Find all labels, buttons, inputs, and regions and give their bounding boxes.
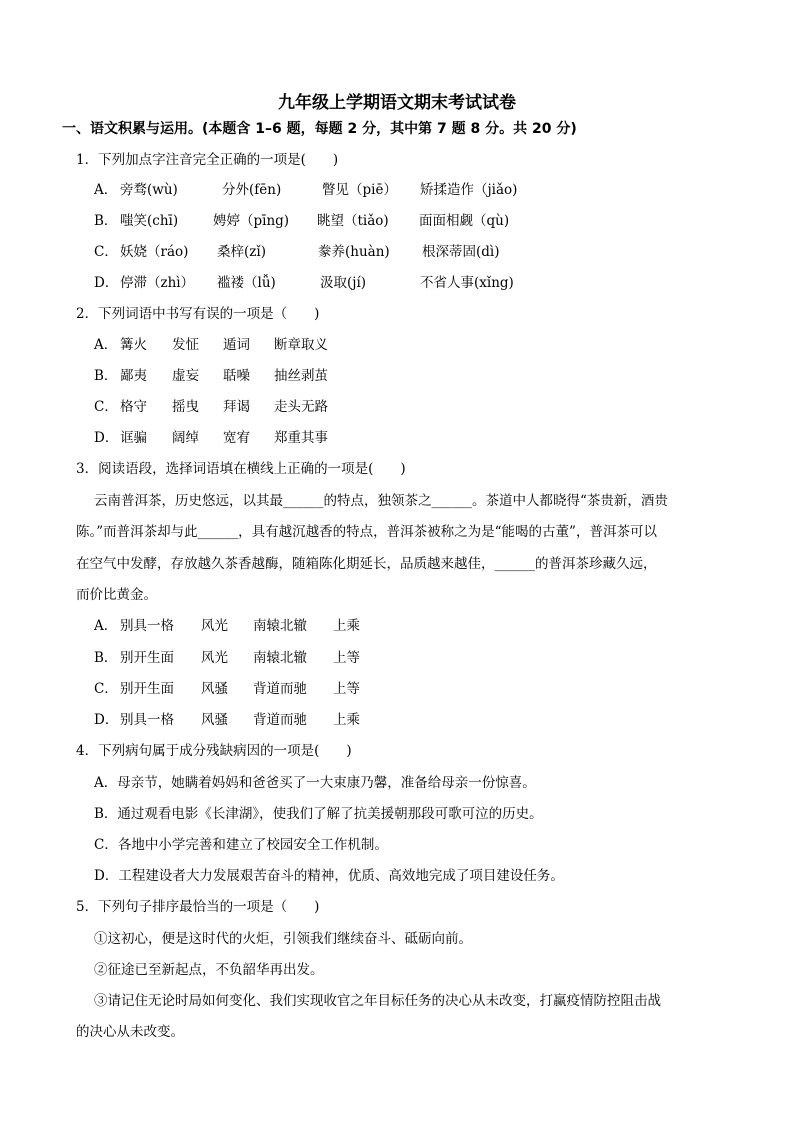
option-item: 发怔 xyxy=(172,337,199,353)
option-item: 篝火 xyxy=(120,337,147,353)
option-item: 上等 xyxy=(333,650,360,666)
option-item: 桑梓(zǐ) xyxy=(217,244,266,260)
passage-line: 陈。”而普洱茶却与此______，具有越沉越香的特点，普洱茶被称之为是“能喝的古董”，普洱茶可以 xyxy=(76,524,657,540)
sentence-2: ②征途已至新起点，不负韶华再出发。 xyxy=(94,962,324,978)
option-sentence: B．通过观看电影《长津湖》，使我们了解了抗美援朝那段可歌可泣的历史。 xyxy=(94,806,543,822)
option-item: 风骚 xyxy=(201,681,228,697)
option-letter: B． xyxy=(94,213,118,229)
option-letter: A． xyxy=(94,618,118,634)
sentence-1: ①这初心，便是这时代的火炬，引领我们继续奋斗、砥砺向前。 xyxy=(94,931,472,947)
option-letter: A． xyxy=(94,337,118,353)
option-item: 汲取(jí) xyxy=(320,275,367,291)
option-sentence: C．各地中小学完善和建立了校园安全工作机制。 xyxy=(94,837,388,853)
option-item: 嗤笑(chī) xyxy=(120,213,179,229)
option-item: 宽宥 xyxy=(223,430,250,446)
option-letter: C． xyxy=(94,244,118,260)
option-item: 风光 xyxy=(201,618,228,634)
option-item: 上乘 xyxy=(333,712,360,728)
option-letter: C． xyxy=(94,399,118,415)
option-item: 诓骗 xyxy=(120,430,147,446)
question-4-stem: 4．下列病句属于成分残缺病因的一项是( ) xyxy=(76,743,352,759)
option-item: 格守 xyxy=(120,399,147,415)
sentence-3-continued: 的决心从未改变。 xyxy=(76,1024,184,1040)
option-item: 摇曳 xyxy=(172,399,199,415)
option-item: 遁词 xyxy=(223,337,250,353)
option-item: 虚妄 xyxy=(172,368,199,384)
option-item: 背道而驰 xyxy=(253,681,307,697)
option-item: 上乘 xyxy=(333,618,360,634)
option-item: 根深蒂固(dì) xyxy=(422,244,500,260)
option-item: 豢养(huàn) xyxy=(318,244,390,260)
option-item: 褴褛（lǚ) xyxy=(217,275,276,291)
option-item: 娉婷（pīng) xyxy=(213,213,290,229)
option-item: 不省人事(xǐng) xyxy=(420,275,514,291)
question-3-stem: 3．阅读语段，选择词语填在横线上正确的一项是( ) xyxy=(76,461,406,477)
option-letter: B． xyxy=(94,368,118,384)
option-letter: D． xyxy=(94,430,119,446)
option-item: 抽丝剥茧 xyxy=(274,368,328,384)
option-letter: B． xyxy=(94,650,118,666)
question-1-stem: 1．下列加点字注音完全正确的一项是( ) xyxy=(76,152,339,168)
passage-line: 云南普洱茶，历史悠远，以其最______的特点，独领茶之______。茶道中人都晓得“茶贵新，酒贵 xyxy=(94,493,668,509)
option-item: 妖娆（ráo) xyxy=(120,244,189,260)
option-item: 走头无路 xyxy=(274,399,328,415)
option-item: 阔绰 xyxy=(172,430,199,446)
option-item: 拜谒 xyxy=(223,399,250,415)
option-letter: C． xyxy=(94,681,118,697)
option-item: 别开生面 xyxy=(120,650,174,666)
sentence-3: ③请记住无论时局如何变化、我们实现收官之年目标任务的决心从未改变，打赢疫情防控阻击战 xyxy=(94,993,661,1009)
option-item: 背道而驰 xyxy=(253,712,307,728)
option-item: 南辕北辙 xyxy=(253,650,307,666)
option-item: 眺望（tiǎo) xyxy=(317,213,389,229)
option-item: 鄙夷 xyxy=(120,368,147,384)
option-item: 面面相觑（qù) xyxy=(419,213,510,229)
option-letter: D． xyxy=(94,712,119,728)
option-item: 矫揉造作（jiǎo) xyxy=(420,182,518,198)
option-item: 聒噪 xyxy=(223,368,250,384)
question-2-stem: 2．下列词语中书写有误的一项是（ ) xyxy=(76,306,320,322)
option-item: 断章取义 xyxy=(274,337,328,353)
option-item: 旁骛(wù) xyxy=(120,182,178,198)
option-item: 上等 xyxy=(333,681,360,697)
passage-line: 而价比黄金。 xyxy=(76,587,157,603)
option-item: 别具一格 xyxy=(120,712,174,728)
question-5-stem: 5．下列句子排序最恰当的一项是（ ) xyxy=(76,899,320,915)
option-item: 停滞（zhì） xyxy=(120,275,195,291)
section-heading: 一、语文积累与运用。(本题含 1–6 题，每题 2 分，其中第 7 题 8 分。共 20 分) xyxy=(62,121,577,137)
option-item: 郑重其事 xyxy=(274,430,328,446)
option-letter: A． xyxy=(94,182,118,198)
page-title: 九年级上学期语文期末考试试卷 xyxy=(278,93,516,113)
passage-line: 在空气中发酵，存放越久茶香越酶，随箱陈化期延长，品质越来越佳，______的普洱茶珍藏久远， xyxy=(76,556,657,572)
option-sentence: A．母亲节，她瞒着妈妈和爸爸买了一大束康乃馨，准备给母亲一份惊喜。 xyxy=(94,775,536,791)
option-item: 风骚 xyxy=(201,712,228,728)
option-letter: D． xyxy=(94,275,119,291)
option-item: 别具一格 xyxy=(120,618,174,634)
option-item: 别开生面 xyxy=(120,681,174,697)
option-item: 南辕北辙 xyxy=(253,618,307,634)
option-item: 瞥见（piē） xyxy=(322,182,397,198)
option-item: 风光 xyxy=(201,650,228,666)
option-item: 分外(fēn) xyxy=(222,182,282,198)
option-sentence: D．工程建设者大力发展艰苦奋斗的精神，优质、高效地完成了项目建设任务。 xyxy=(94,868,564,884)
